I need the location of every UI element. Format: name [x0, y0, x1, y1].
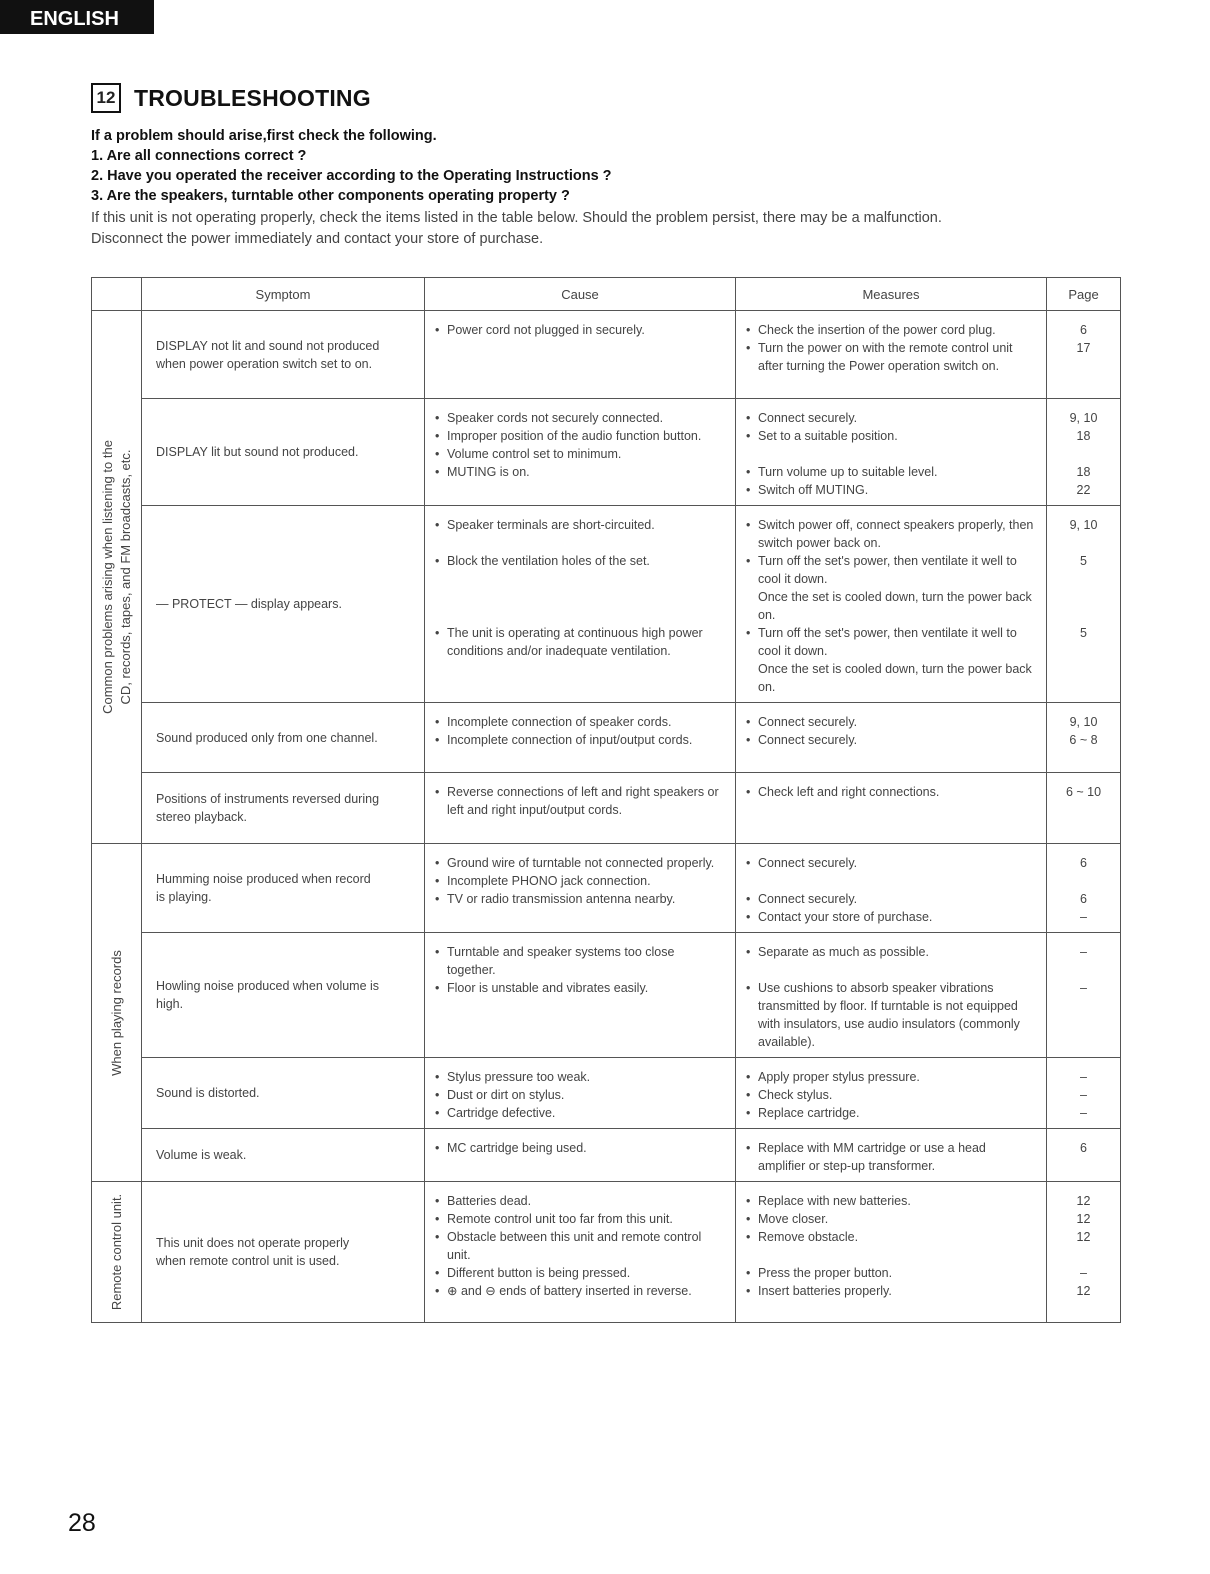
cause-cell: • Speaker cords not securely connected. • Improper position of the audio function button. • Volume control set to minimum. • MUTING is on.	[425, 399, 736, 506]
page-cell: 12 12 12 – 12	[1047, 1182, 1121, 1323]
measures-cell: • Replace with new batteries. • Move closer. • Remove obstacle. • Press the proper button. • Insert batteries properly.	[736, 1182, 1047, 1323]
cause-cell: • Power cord not plugged in securely.	[425, 311, 736, 399]
symptom-cell: Humming noise produced when record is playing.	[142, 844, 425, 933]
page-cell: 9, 10 6 ~ 8	[1047, 703, 1121, 773]
check-item-2: 2. Have you operated the receiver according to the Operating Instructions ?	[91, 168, 612, 184]
symptom-cell: Volume is weak.	[142, 1129, 425, 1182]
header-symptom: Symptom	[142, 278, 425, 311]
page-cell: – – –	[1047, 1058, 1121, 1129]
page-cell: 6 ~ 10	[1047, 773, 1121, 844]
measures-cell: • Separate as much as possible. • Use cushions to absorb speaker vibrations transmitted by floor. If turntable is not equipped with insulators, use audio insulators (commonly available).	[736, 933, 1047, 1058]
measures-cell: • Check left and right connections.	[736, 773, 1047, 844]
symptom-cell: Howling noise produced when volume is high.	[142, 933, 425, 1058]
header-measures: Measures	[736, 278, 1047, 311]
cause-cell: • Reverse connections of left and right speakers or left and right input/output cords.	[425, 773, 736, 844]
symptom-cell: Sound is distorted.	[142, 1058, 425, 1129]
table-row	[92, 506, 1121, 703]
check-item-3: 3. Are the speakers, turntable other components operating property ?	[91, 188, 570, 204]
symptom-cell: Positions of instruments reversed during stereo playback.	[142, 773, 425, 844]
section-heading	[91, 80, 371, 116]
header-page: Page	[1047, 278, 1121, 311]
symptom-cell: — PROTECT — display appears.	[142, 506, 425, 703]
table-row	[92, 1058, 1121, 1129]
page-cell: 6 6 –	[1047, 844, 1121, 933]
page-cell: – –	[1047, 933, 1121, 1058]
measures-cell: • Switch power off, connect speakers properly, then switch power back on. • Turn off the set's power, then ventilate it well to cool it down. Once the set is cooled down, turn the power back on. • Turn off the set's power, then ventilate it well to cool it down. Once the set is cooled down, turn the power back on.	[736, 506, 1047, 703]
page-number: 28	[68, 1509, 96, 1537]
symptom-cell: Sound produced only from one channel.	[142, 703, 425, 773]
symptom-cell: This unit does not operate properly when remote control unit is used.	[142, 1182, 425, 1323]
cause-cell: • Batteries dead. • Remote control unit too far from this unit. • Obstacle between this unit and remote control unit. • Different button is being pressed. • ⊕ and ⊖ ends of battery inserted in reverse.	[425, 1182, 736, 1323]
symptom-cell: DISPLAY not lit and sound not produced when power operation switch set to on.	[142, 311, 425, 399]
page-cell: 9, 10 5 5	[1047, 506, 1121, 703]
table-row	[92, 844, 1121, 933]
table-row	[92, 933, 1121, 1058]
cause-cell: • Stylus pressure too weak. • Dust or dirt on stylus. • Cartridge defective.	[425, 1058, 736, 1129]
table-row	[92, 1182, 1121, 1323]
section-title: TROUBLESHOOTING	[134, 84, 371, 111]
cause-cell: • Speaker terminals are short-circuited. • Block the ventilation holes of the set. • The unit is operating at continuous high power conditions and/or inadequate ventilation.	[425, 506, 736, 703]
category-common-problems: Common problems arising when listening to the CD, records, tapes, and FM broadcasts, etc.	[92, 311, 142, 844]
measures-cell: • Check the insertion of the power cord plug. • Turn the power on with the remote control unit after turning the Power operation switch on.	[736, 311, 1047, 399]
cause-cell: • Incomplete connection of speaker cords. • Incomplete connection of input/output cords.	[425, 703, 736, 773]
table-header-row	[92, 278, 1121, 311]
table-row	[92, 1129, 1121, 1182]
check-item-1: 1. Are all connections correct ?	[91, 148, 307, 164]
table-row	[92, 773, 1121, 844]
category-remote-control: Remote control unit.	[92, 1182, 142, 1323]
page-cell: 6 17	[1047, 311, 1121, 399]
category-playing-records: When playing records	[92, 844, 142, 1182]
measures-cell: • Connect securely. • Connect securely.	[736, 703, 1047, 773]
language-tab: ENGLISH	[0, 0, 154, 34]
cause-cell: • Ground wire of turntable not connected properly. • Incomplete PHONO jack connection. • TV or radio transmission antenna nearby.	[425, 844, 736, 933]
intro-lead: If a problem should arise,first check the following.	[91, 128, 437, 144]
page-cell: 6	[1047, 1129, 1121, 1182]
cause-cell: • MC cartridge being used.	[425, 1129, 736, 1182]
section-number-box: 12	[91, 83, 121, 113]
header-category	[92, 278, 142, 311]
symptom-cell: DISPLAY lit but sound not produced.	[142, 399, 425, 506]
cause-cell: • Turntable and speaker systems too close together. • Floor is unstable and vibrates easily.	[425, 933, 736, 1058]
measures-cell: • Connect securely. • Set to a suitable position. • Turn volume up to suitable level. • Switch off MUTING.	[736, 399, 1047, 506]
measures-cell: • Apply proper stylus pressure. • Check stylus. • Replace cartridge.	[736, 1058, 1047, 1129]
troubleshooting-table	[91, 277, 1121, 1323]
table-row	[92, 703, 1121, 773]
header-cause: Cause	[425, 278, 736, 311]
measures-cell: • Replace with MM cartridge or use a head amplifier or step-up transformer.	[736, 1129, 1047, 1182]
intro-note: If this unit is not operating properly, check the items listed in the table below. Should the problem persist, there may be a malfunction. Disconnect the power immediately and contact your store of purchase.	[91, 210, 942, 247]
table-row	[92, 399, 1121, 506]
intro-block	[91, 126, 1121, 250]
measures-cell: • Connect securely. • Connect securely. • Contact your store of purchase.	[736, 844, 1047, 933]
page-cell: 9, 10 18 18 22	[1047, 399, 1121, 506]
table-row	[92, 311, 1121, 399]
